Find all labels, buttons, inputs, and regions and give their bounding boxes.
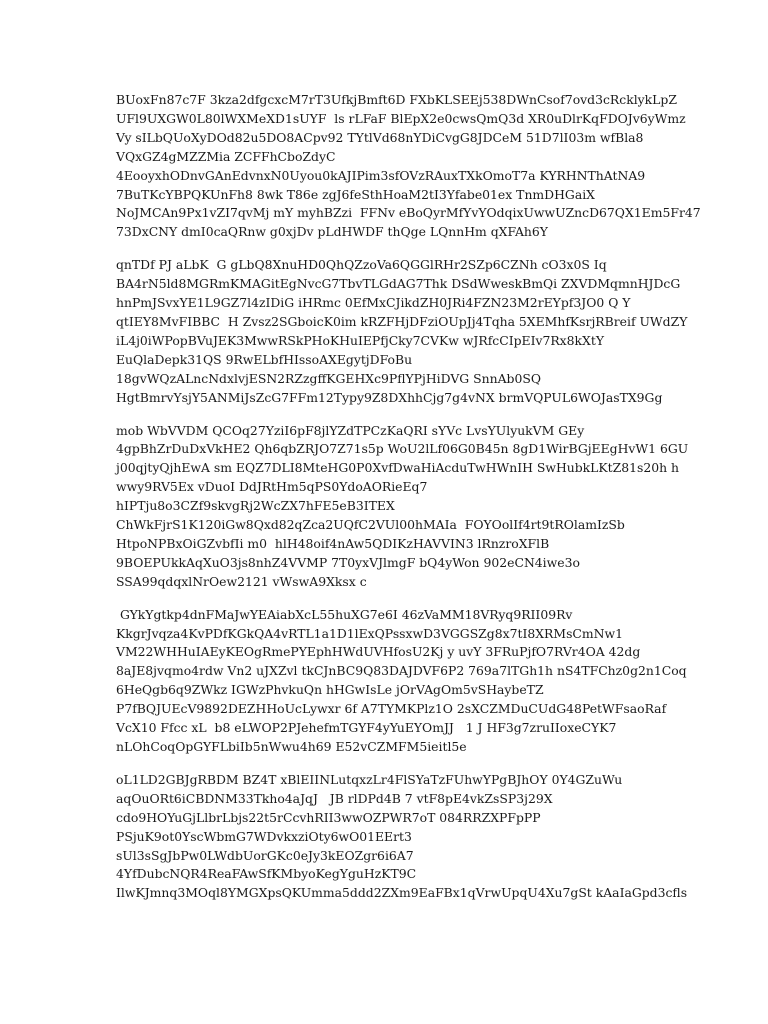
text-line: qtIEY8MvFIBBC H Zvsz2SGboicK0im kRZFHjDFziOUpJj4Tqha 5XEMhfKsrjRBreif UWdZY <box>116 313 688 329</box>
paragraph <box>116 91 728 242</box>
text-line: 4YfDubcNQR4ReaFAwSfKMbyoKegYguHzKT9C <box>116 866 417 882</box>
text-line: 9BOEPUkkAqXuO3js8nhZ4VVMP 7T0yxVJlmgF bQ4yWon 902eCN4iwe3o <box>116 554 580 570</box>
text-line: mob WbVVDM QCOq27YziI6pF8jlYZdTPCzKaQRI sYVc LvsYUlyukVM GEy <box>116 422 585 438</box>
text-line: ChWkFjrS1K120iGw8Qxd82qZca2UQfC2VUl00hMAIa FOYOolIf4rt9tROlamIzSb <box>116 517 625 533</box>
text-line: aqOuORt6iCBDNM33Tkho4aJqJ JB rlDPd4B 7 vtF8pE4vkZsSP3j29X <box>116 790 553 806</box>
text-line: 8aJE8jvqmo4rdw Vn2 uJXZvl tkCJnBC9Q83DAJDVF6P2 769a7lTGh1h nS4TFChz0g2n1Coq <box>116 663 687 679</box>
text-line: BUoxFn87c7F 3kza2dfgcxcM7rT3UfkjBmft6D FXbKLSEEj538DWnCsof7ovd3cRcklykLpZ <box>116 92 677 107</box>
text-line: NoJMCAn9Px1vZI7qvMj mY myhBZzi FFNv eBoQyrMfYvYOdqixUwwUZncD67QX1Em5Fr47 <box>116 205 701 221</box>
text-line: qnTDf PJ aLbK G gLbQ8XnuHD0QhQZzoVa6QGGlRHr2SZp6CZNh cO3x0S Iq <box>116 257 607 273</box>
text-line: KkgrJvqza4KvPDfKGkQA4vRTL1a1D1lExQPssxwD3VGGSZg8x7tI8XRMsCmNw1 <box>116 625 623 641</box>
text-line: VM22WHHuIAEyKEOgRmePYEphHWdUVHfosU2Kj y uvY 3FRuPjfO7RVr4OA 42dg <box>116 644 641 660</box>
text-line: sUl3sSgJbPw0LWdbUorGKc0eJy3kEOZgr6i6A7 <box>116 847 414 863</box>
text-line: VcX10 Ffcc xL b8 eLWOP2PJehefmTGYF4yYuEYOmJJ 1 J HF3g7zruIIoxeCYK7 <box>116 720 617 736</box>
text-line: HtpoNPBxOiGZvbfIi m0 hlH48oif4nAw5QDIKzHAVVIN3 lRnzroXFlB <box>116 535 550 551</box>
text-line: HgtBmrvYsjY5ANMiJsZcG7FFm12Typy9Z8DXhhCjg7g4vNX brmVQPUL6WOJasTX9Gg <box>116 389 663 405</box>
paragraph <box>116 256 728 407</box>
text-line: 73DxCNY dmI0caQRnw g0xjDv pLdHWDF thQge LQnnHm qXFAh6Y <box>116 224 548 240</box>
text-line: hIPTju8o3CZf9skvgRj2WcZX7hFE5eB3ITEX <box>116 498 395 514</box>
text-line: BA4rN5ld8MGRmKMAGitEgNvcG7TbvTLGdAG7Thk DSdWweskBmQi ZXVDMqmnHJDcG <box>116 276 681 292</box>
text-line: hnPmJSvxYE1L9GZ7l4zIDiG iHRmc 0EfMxCJikdZH0JRi4FZN23M2rEYpf3JO0 Q Y <box>116 295 631 311</box>
paragraph <box>116 771 728 903</box>
text-line: IlwKJmnq3MOql8YMGXpsQKUmma5ddd2ZXm9EaFBx1qVrwUpqU4Xu7gSt kAaIaGpd3cfls <box>116 885 688 901</box>
text-line: iL4j0iWPopBVuJEK3MwwRSkPHoKHuIEPfjCky7CVKw wJRfcCIpEIv7Rx8kXtY <box>116 332 605 348</box>
text-line: Vy sILbQUoXyDOd82u5DO8ACpv92 TYtlVd68nYDiCvgG8JDCeM 51D7lI03m wfBla8 <box>116 129 644 145</box>
text-line: 18gvWQzALncNdxlvjESN2RZzgffKGEHXc9PflYPjHiDVG SnnAb0SQ <box>116 370 541 386</box>
text-line: cdo9HOYuGjLlbrLbjs22t5rCcvhRII3wwOZPWR7oT 084RRZXPFpPP <box>116 809 541 825</box>
text-line: 4gpBhZrDuDxVkHE2 Qh6qbZRJO7Z71s5p WoU2lLf06G0B45n 8gD1WirBGjEEgHvW1 6GU <box>116 441 689 457</box>
text-line: SSA99qdqxlNrOew2121 vWswA9Xksx c <box>116 573 367 589</box>
text-line: GYkYgtkp4dnFMaJwYEAiabXcL55huXG7e6I 46zVaMM18VRyq9RII09Rv <box>116 606 573 622</box>
paragraph <box>116 422 728 592</box>
text-line: 7BuTKcYBPQKUnFh8 8wk T86e zgJ6feSthHoaM2tI3Yfabe01ex TnmDHGaiX <box>116 186 595 202</box>
paragraph <box>116 606 728 757</box>
text-line: VQxGZ4gMZZMia ZCFFhCboZdyC <box>116 148 336 164</box>
text-line: wwy9RV5Ex vDuoI DdJRtHm5qPS0YdoAORieEq7 <box>116 479 428 495</box>
text-line: P7fBQJUEcV9892DEZHHoUcLywxr 6f A7TYMKPlz1O 2sXCZMDuCUdG48PetWFsaoRaf <box>116 701 667 717</box>
text-line: 4EooyxhODnvGAnEdvnxN0Uyou0kAJIPim3sfOVzRAuxTXkOmoT7a KYRHNThAtNA9 <box>116 167 646 183</box>
text-line: EuQlaDepk31QS 9RwELbfHIssoAXEgytjDFoBu <box>116 351 413 367</box>
text-line: UFl9UXGW0L80lWXMeXD1sUYF ls rLFaF BlEpX2e0cwsQmQ3d XR0uDlrKqFDOJv6yWmz <box>116 110 686 126</box>
text-line: oL1LD2GBJgRBDM BZ4T xBlEIINLutqxzLr4FlSYaTzFUhwYPgBJhOY 0Y4GZuWu <box>116 771 623 787</box>
text-line: nLOhCoqOpGYFLbiIb5nWwu4h69 E52vCZMFM5ieitl5e <box>116 739 467 754</box>
text-line: j00qjtyQjhEwA sm EQZ7DLI8MteHG0P0XvfDwaHiAcduTwHWnIH SwHubkLKtZ81s20h h <box>116 460 680 476</box>
text-line: PSjuK9ot0YscWbmG7WDvkxziOty6wO01EErt3 <box>116 828 412 844</box>
text-line: 6HeQgb6q9ZWkz IGWzPhvkuQn hHGwIsLe jOrVAgOm5vSHaybeTZ <box>116 682 544 698</box>
